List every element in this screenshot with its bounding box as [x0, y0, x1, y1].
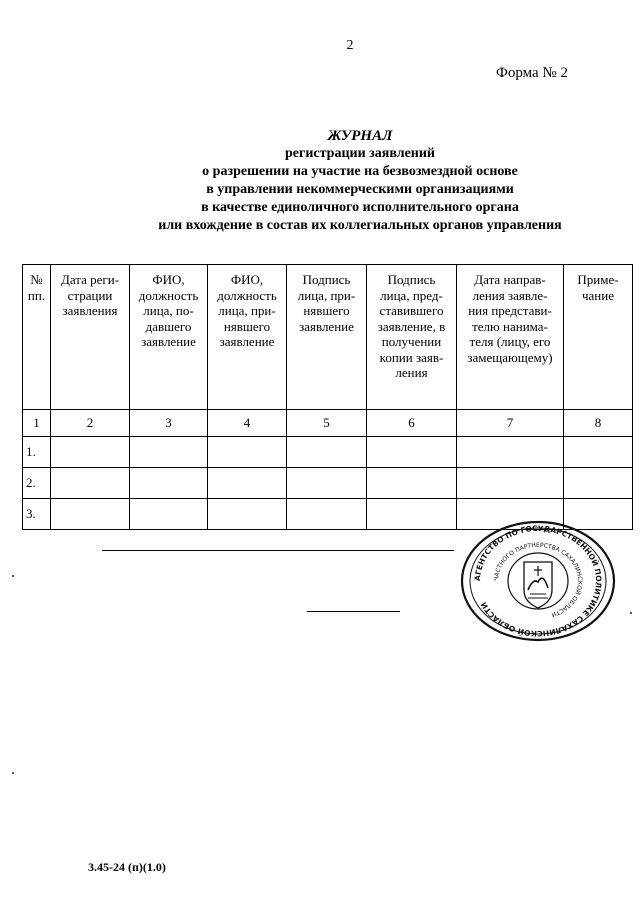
title-main: ЖУРНАЛ: [327, 128, 393, 144]
header-text: пп.: [27, 287, 46, 303]
header-text: Подпись: [302, 272, 351, 287]
header-cell-applicant-signature: [367, 265, 457, 410]
header-text: Приме-: [577, 272, 619, 287]
header-text: заявление, в: [377, 318, 446, 334]
form-label: Форма № 2: [496, 65, 568, 81]
header-text: телю нанима-: [472, 318, 548, 334]
header-text: ния представи-: [468, 303, 552, 318]
header-text: ФИО,: [152, 272, 185, 287]
header-text: замещающему): [467, 349, 553, 365]
header-text: лица, при-: [218, 303, 276, 318]
row-number: 2.: [23, 468, 51, 499]
column-number: 5: [287, 410, 367, 437]
header-text: нявшего: [223, 318, 271, 334]
table-cell: [130, 437, 208, 468]
column-number: 6: [367, 410, 457, 437]
header-cell-note: [564, 265, 633, 410]
column-number: 4: [208, 410, 287, 437]
header-text: заявления: [62, 303, 118, 318]
header-text: должность: [138, 287, 199, 303]
table-cell: [457, 437, 564, 468]
table-cell: [51, 499, 130, 530]
stamp-inner-text: ЧАСТНОГО ПАРТНЕРСТВА САХАЛИНСКОЙ ОБЛАСТИ: [492, 541, 584, 618]
table-cell: [51, 468, 130, 499]
row-number: 3.: [23, 499, 51, 530]
header-text: Подпись: [387, 272, 436, 287]
official-stamp: [458, 520, 618, 642]
header-text: ления заявле-: [472, 287, 548, 303]
title-line: в качестве единоличного исполнительного органа: [201, 200, 519, 215]
table-cell: [51, 437, 130, 468]
page-number: 2: [346, 38, 354, 53]
scan-speck: [12, 772, 14, 774]
header-text: лица, пред-: [380, 287, 443, 303]
header-text: нявшего: [303, 303, 350, 318]
header-text: страции: [67, 287, 113, 303]
table-cell: [564, 468, 633, 499]
column-number: 2: [51, 410, 130, 437]
journal-title: [90, 127, 630, 235]
header-cell-forward-date: [457, 265, 564, 410]
table-cell: [367, 468, 457, 499]
header-text: получении: [381, 334, 442, 349]
table-row: [23, 437, 633, 468]
header-text: Дата направ-: [474, 272, 546, 287]
header-text: ставившего: [379, 303, 444, 318]
signature-line-short: [307, 611, 400, 612]
table-cell: [208, 437, 287, 468]
header-cell-applicant: [130, 265, 208, 410]
column-number: 3: [130, 410, 208, 437]
title-line: в управлении некоммерческими организациями: [206, 182, 514, 197]
table-cell: [564, 437, 633, 468]
table-cell: [287, 468, 367, 499]
table-cell: [130, 499, 208, 530]
column-number-row: [23, 410, 633, 437]
header-cell-registration-date: [51, 265, 130, 410]
header-cell-receiver: [208, 265, 287, 410]
header-text: заявление: [299, 318, 354, 334]
table-cell: [208, 499, 287, 530]
header-text: ления: [395, 365, 428, 380]
header-text: №: [30, 272, 43, 287]
scan-speck: [12, 575, 14, 577]
title-line: о разрешении на участие на безвозмездной основе: [202, 164, 518, 179]
table-cell: [367, 499, 457, 530]
row-number: 1.: [23, 437, 51, 468]
journal-table: [22, 264, 633, 530]
title-line: или вхождение в состав их коллегиальных органов управления: [158, 218, 562, 233]
table-cell: [457, 468, 564, 499]
table-cell: [367, 437, 457, 468]
header-text: должность: [217, 287, 277, 303]
header-text: ФИО,: [230, 272, 264, 287]
stamp-outer-text: АГЕНТСТВО ПО ГОСУДАРСТВЕННОЙ ПОЛИТИКЕ САХАЛИНСКОЙ ОБЛАСТИ: [472, 523, 604, 639]
header-text: Дата реги-: [60, 272, 120, 287]
header-text: давшего: [145, 318, 192, 334]
column-number: 8: [564, 410, 633, 437]
coat-of-arms-icon: [524, 562, 552, 608]
table-cell: [287, 437, 367, 468]
header-text: копии заяв-: [379, 349, 444, 365]
header-row: [23, 265, 633, 410]
header-cell-receiver-signature: [287, 265, 367, 410]
footer-code: 3.45-24 (п)(1.0): [88, 860, 166, 874]
header-text: заявление: [219, 334, 275, 349]
table-cell: [208, 468, 287, 499]
title-line: регистрации заявлений: [284, 146, 435, 161]
header-text: заявление: [141, 334, 196, 349]
table-cell: [130, 468, 208, 499]
header-cell-number: [23, 265, 51, 410]
column-number: 1: [23, 410, 51, 437]
header-text: чание: [582, 287, 614, 303]
table-row: [23, 468, 633, 499]
header-text: лица, при-: [297, 287, 356, 303]
signature-line: [102, 550, 454, 551]
header-text: лица, по-: [143, 303, 194, 318]
header-text: теля (лицу, его: [469, 334, 551, 349]
scan-speck: [630, 612, 632, 614]
column-number: 7: [457, 410, 564, 437]
table-cell: [287, 499, 367, 530]
